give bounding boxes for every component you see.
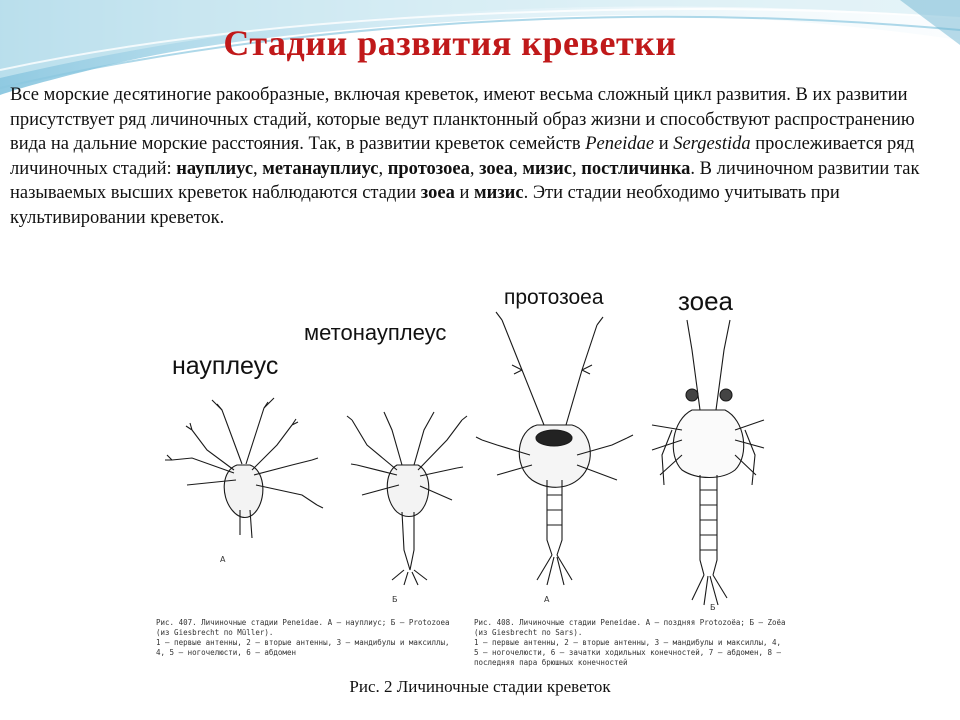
nauplius-drawing [165,398,323,564]
figure-caption: Рис. 2 Личиночные стадии креветок [349,677,611,696]
metanauplius-drawing [347,412,467,604]
text-segment: и [654,134,674,154]
figure-caption-right-legend: 1 — первые антенны, 2 — вторые антенны, 3 — мандибулы и максиллы, 4, 5 — ногочелюсти, 6 — зачатки ходильных конечностей, 7 — абдомен, 8 — последняя пара брюшных конечностей [474,638,782,667]
figure-caption-left [156,618,461,658]
slide-title: Стадии развития креветки [223,23,677,63]
figure-caption-right [474,618,786,668]
text-segment: . В личиночном развитии так называемых высших креветок наблюдаются стадии [10,158,920,203]
body-paragraph [10,83,945,230]
label-zoea: зоеа [678,286,734,316]
protozoea-drawing [476,312,633,604]
text-segment: , [469,158,480,179]
figure-caption-left-line: Рис. 407. Личиночные стадии Peneidae. А — науплиус; Б — Protozoea (из Giesbrecht по Müller). [156,618,450,637]
stage-term: зоеа [479,158,514,179]
text-segment: , [253,158,263,179]
stage-term: протозоеа [387,158,470,179]
text-segment: , [513,158,523,179]
sublabel-a2: А [544,595,550,604]
genus-name: Peneidae [585,134,655,154]
stage-term: постличинка [581,158,691,179]
sublabel-b2: Б [710,603,716,612]
text-segment: прослеживается ряд личиночных стадий: [10,134,915,179]
stage-term: зоеа [420,183,455,203]
sublabel-a1: А [220,555,226,564]
stage-term: метанауплиус [262,158,379,179]
larvae-drawings [152,280,792,662]
stage-term: мизис [473,183,524,203]
larval-stages-figure [152,280,792,667]
zoea-drawing [652,320,764,612]
label-metanauplius: метонауплеус [304,320,447,345]
label-nauplius: науплеус [172,352,279,380]
text-segment: . Эти стадии необходимо учитывать при культивировании креветок. [10,183,840,228]
genus-name: Sergestida [673,134,751,154]
text-segment: Все морские десятиногие ракообразные, включая креветок, имеют весьма сложный цикл развития. В их развитии присутствует ряд личиночных стадий, которые ведут планктонный образ жизни и способствуют распространению вида на дальние морские расстояния. Так, в развитии креветок семейств [10,85,915,154]
text-segment: , [378,158,388,179]
figure-caption-left-legend: 1 — первые антенны, 2 — вторые антенны, 3 — мандибулы и максиллы, 4, 5 — ногочелюсти, 6 — абдомен [156,638,450,657]
figure-caption-right-line: Рис. 408. Личиночные стадии Peneidae. А — поздняя Protozoëa; Б — Zoëa (из Giesbrecht по Sars). [474,618,786,637]
text-segment: и [454,183,474,203]
label-protozoea: протозоеа [504,286,604,309]
text-segment: , [571,158,582,179]
stage-term: мизис [522,158,572,179]
sublabel-b1: Б [392,595,398,604]
stage-term: науплиус [176,158,254,179]
